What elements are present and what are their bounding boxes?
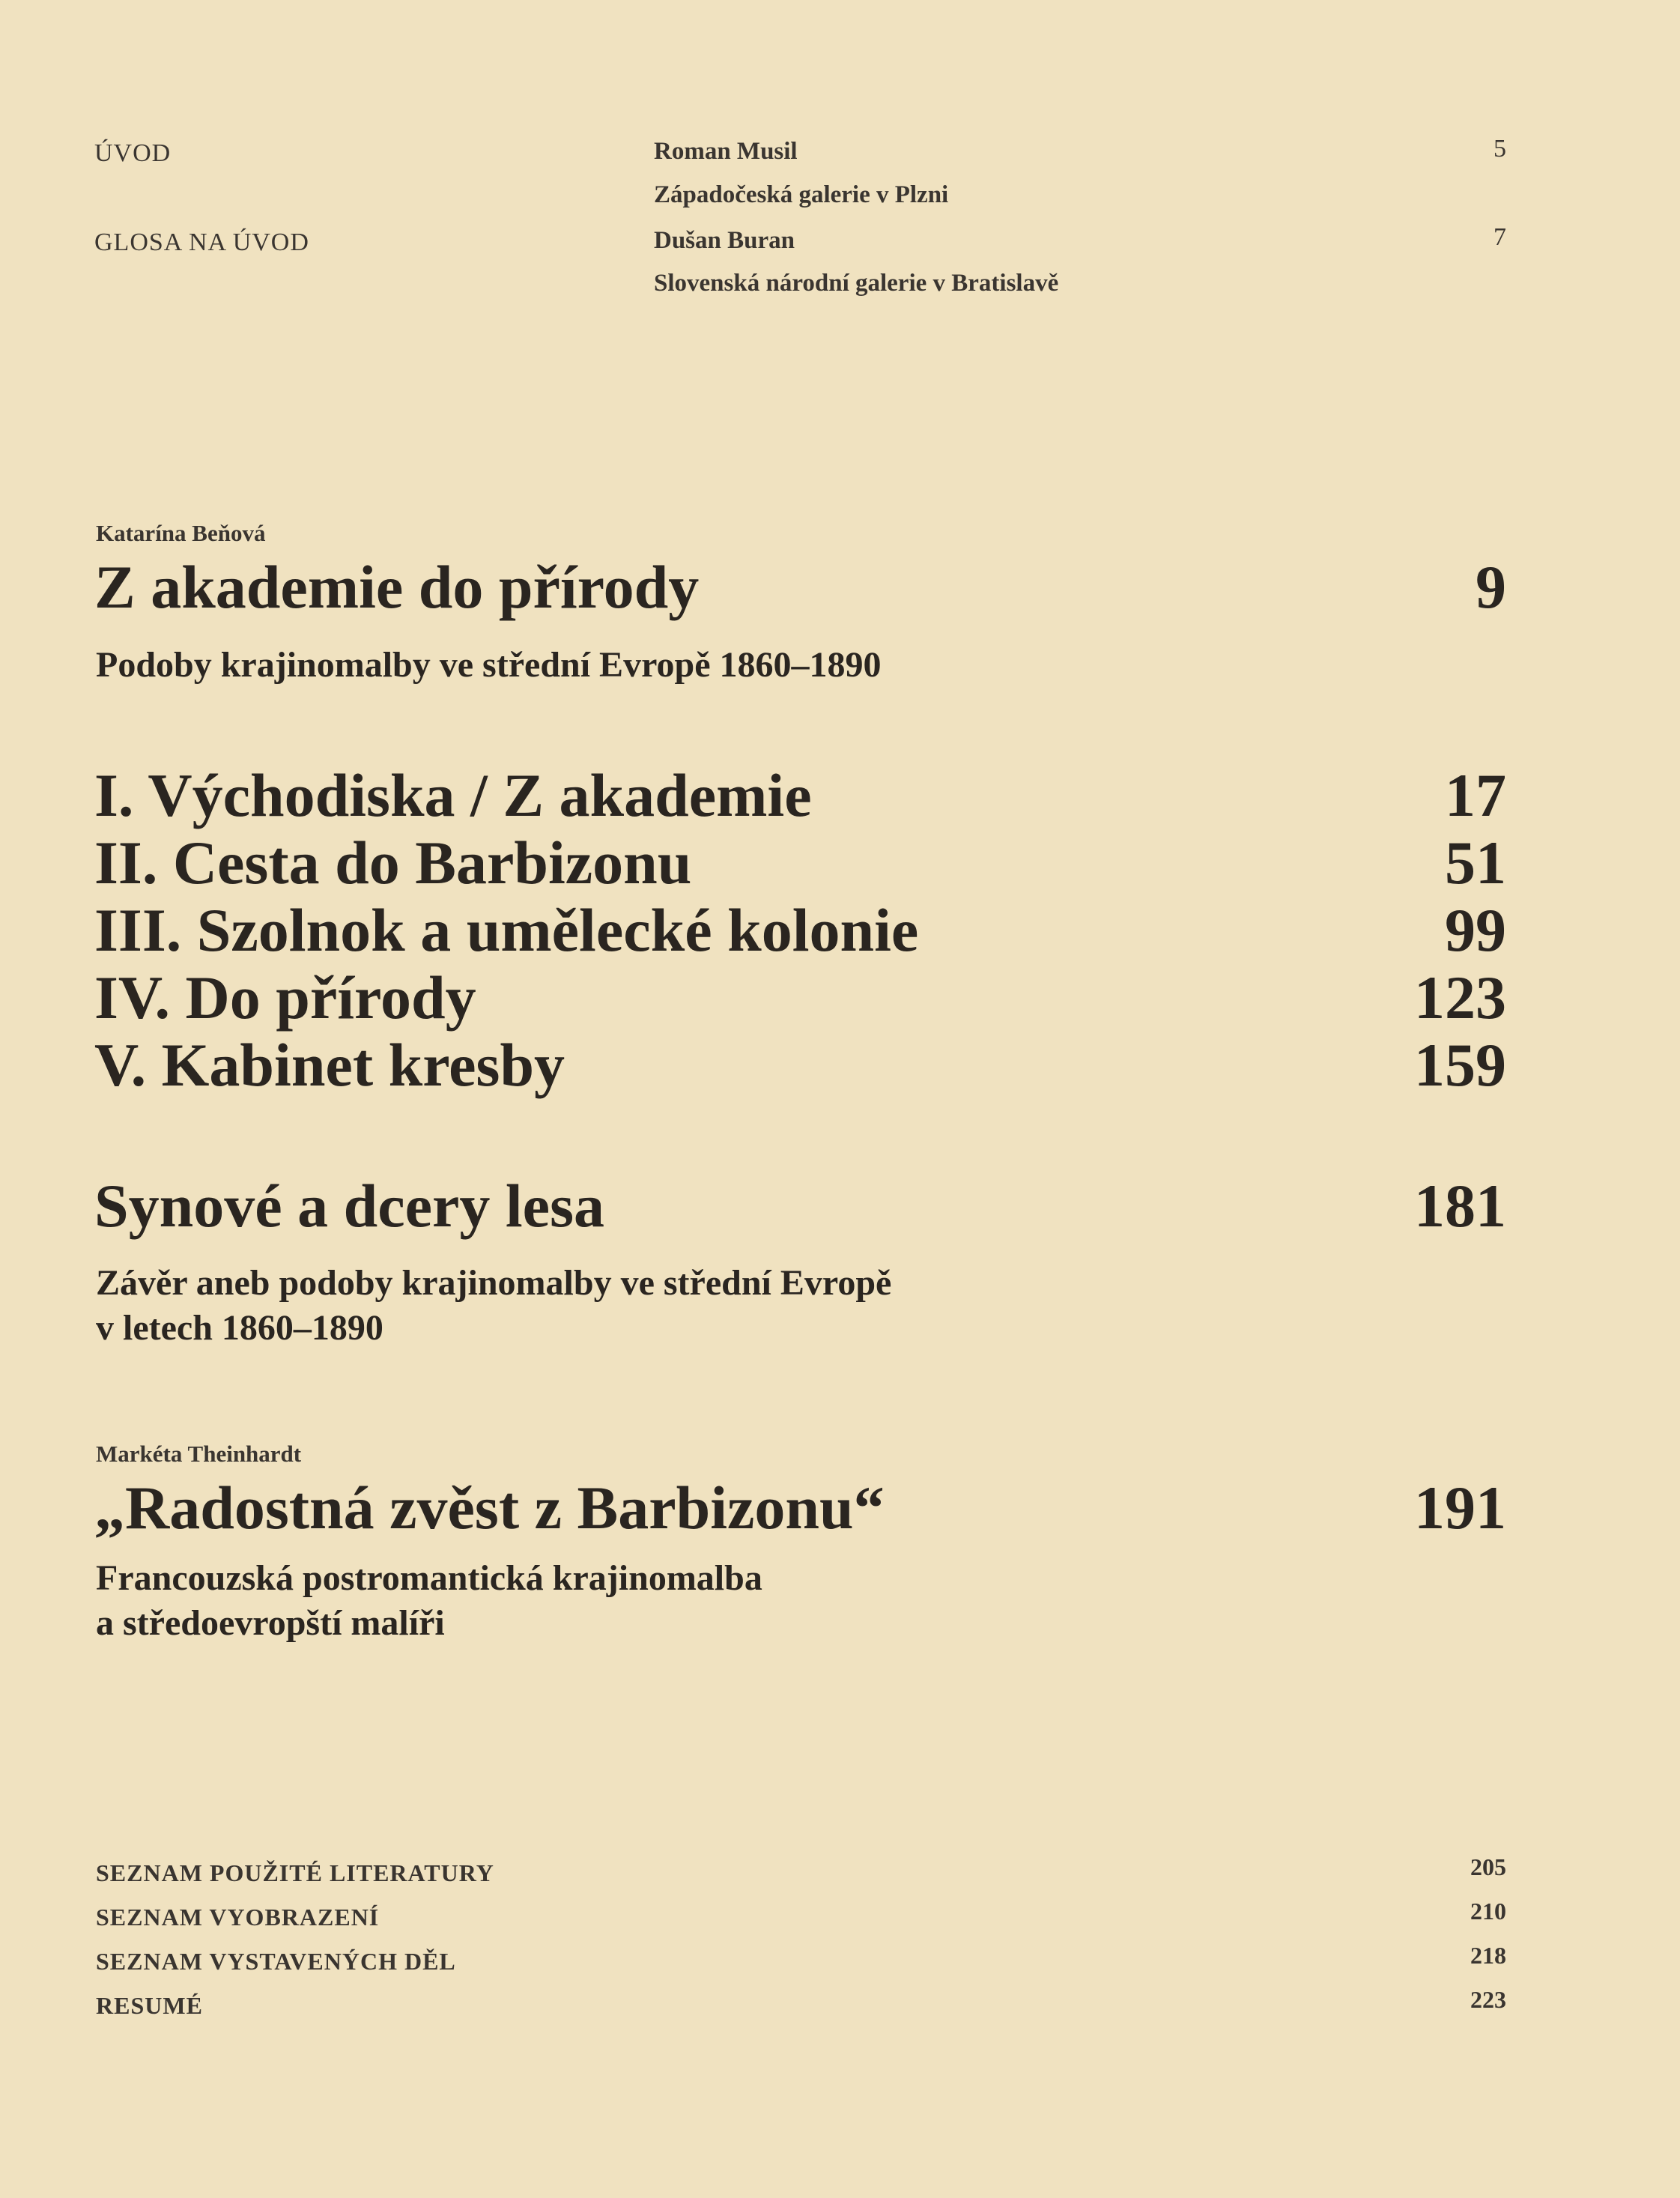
intro-page-glosa[interactable]: 7 [1493, 223, 1506, 251]
chapter-4-title[interactable]: IV. Do přírody [94, 963, 476, 1032]
essay1-page[interactable]: 9 [1476, 553, 1506, 621]
intro-institution-bratislava: Slovenská národní galerie v Bratislavě [654, 270, 1059, 297]
essay2-subtitle-line1: Francouzská postromantická krajinomalba [96, 1558, 762, 1598]
chapter-2-page[interactable]: 51 [1445, 829, 1506, 897]
chapter-2-title[interactable]: II. Cesta do Barbizonu [94, 829, 692, 897]
appendix-literature[interactable]: SEZNAM POUŽITÉ LITERATURY [96, 1859, 494, 1886]
appendix-literature-page[interactable]: 205 [1470, 1853, 1506, 1880]
essay2-subtitle-line2: a středoevropští malíři [96, 1603, 445, 1643]
appendix-exhibited-works[interactable]: SEZNAM VYSTAVENÝCH DĚL [96, 1948, 456, 1975]
essay1-author: Katarína Beňová [96, 520, 266, 546]
conclusion-subtitle-line2: v letech 1860–1890 [96, 1308, 383, 1348]
chapter-3-title[interactable]: III. Szolnok a umělecké kolonie [94, 896, 919, 964]
chapter-1-title[interactable]: I. Východiska / Z akademie [94, 761, 812, 829]
chapter-1-page[interactable]: 17 [1445, 761, 1506, 829]
chapter-3-page[interactable]: 99 [1445, 896, 1506, 964]
chapter-5-title[interactable]: V. Kabinet kresby [94, 1031, 565, 1099]
intro-institution-plzen: Západočeská galerie v Plzni [654, 181, 949, 208]
intro-label-glosa[interactable]: GLOSA NA ÚVOD [94, 228, 309, 256]
conclusion-title[interactable]: Synové a dcery lesa [94, 1172, 604, 1240]
essay2-page[interactable]: 191 [1414, 1474, 1506, 1542]
intro-author-musil: Roman Musil [654, 138, 798, 165]
intro-page-uvod[interactable]: 5 [1493, 135, 1506, 163]
conclusion-page[interactable]: 181 [1414, 1172, 1506, 1240]
appendix-illustrations-page[interactable]: 210 [1470, 1898, 1506, 1925]
essay1-title[interactable]: Z akademie do přírody [94, 553, 700, 621]
chapter-5-page[interactable]: 159 [1414, 1031, 1506, 1099]
appendix-exhibited-works-page[interactable]: 218 [1470, 1942, 1506, 1969]
essay1-subtitle: Podoby krajinomalby ve střední Evropě 1860–1890 [96, 645, 882, 685]
essay2-title[interactable]: „Radostná zvěst z Barbizonu“ [94, 1474, 885, 1542]
appendix-illustrations[interactable]: SEZNAM VYOBRAZENÍ [96, 1904, 380, 1931]
conclusion-subtitle-line1: Závěr aneb podoby krajinomalby ve střední Evropě [96, 1263, 892, 1303]
intro-label-uvod[interactable]: ÚVOD [94, 139, 172, 167]
appendix-resume-page[interactable]: 223 [1470, 1986, 1506, 2013]
intro-author-buran: Dušan Buran [654, 227, 795, 254]
appendix-resume[interactable]: RESUMÉ [96, 1992, 203, 2019]
chapter-4-page[interactable]: 123 [1414, 963, 1506, 1032]
essay2-author: Markéta Theinhardt [96, 1441, 302, 1467]
